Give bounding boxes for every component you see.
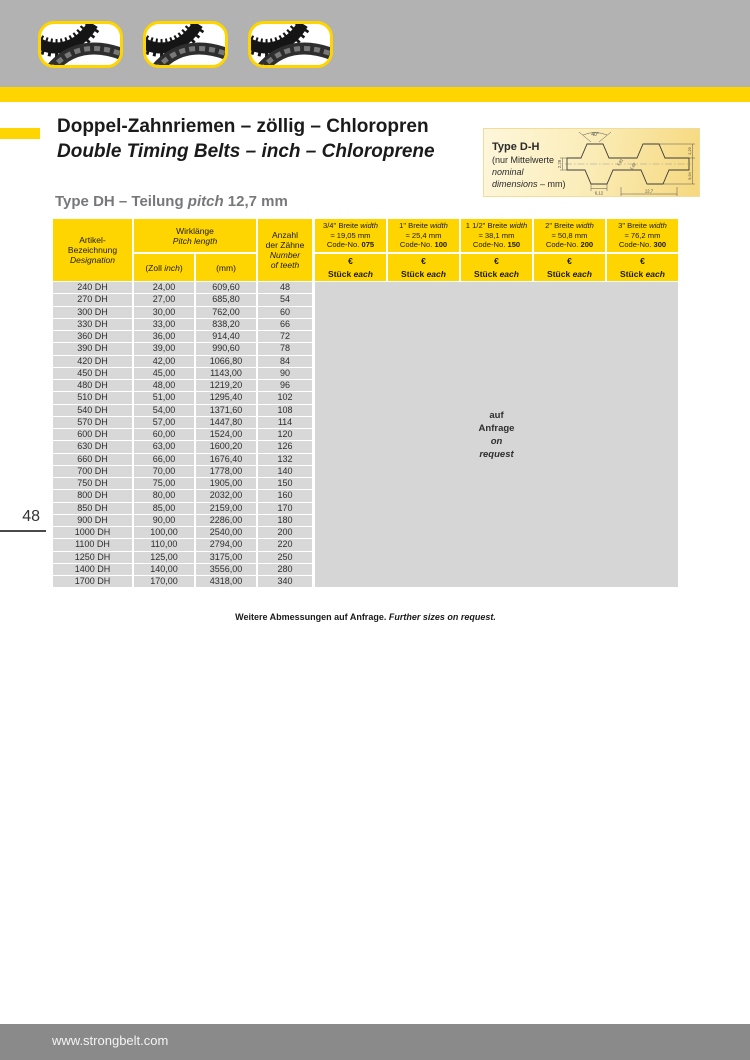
cell-length-mm: 2159,00	[196, 503, 256, 514]
footer-url-link[interactable]: www.strongbelt.com	[52, 1033, 169, 1048]
cell-length-mm: 2286,00	[196, 515, 256, 526]
cell-length-mm: 1778,00	[196, 466, 256, 477]
type-dh-sub2: nominal	[492, 167, 524, 177]
cell-length-mm: 685,80	[196, 294, 256, 305]
cell-length-mm: 2794,00	[196, 539, 256, 550]
price-column-header: 3" Breite width ≈ 76,2 mm Code-No. 300 € Stück each	[607, 219, 678, 281]
svg-text:5,94: 5,94	[688, 172, 692, 180]
cell-teeth: 96	[258, 380, 312, 391]
cell-designation: 1000 DH	[53, 527, 132, 538]
cell-length-mm: 1143,00	[196, 368, 256, 379]
footnote: Weitere Abmessungen auf Anfrage. Further sizes on request.	[235, 612, 496, 622]
cell-designation: 850 DH	[53, 503, 132, 514]
cell-length-mm: 990,60	[196, 343, 256, 354]
cell-teeth: 280	[258, 564, 312, 575]
cell-length-mm: 1676,40	[196, 454, 256, 465]
cell-teeth: 78	[258, 343, 312, 354]
cell-length-inch: 24,00	[134, 282, 194, 293]
cell-designation: 700 DH	[53, 466, 132, 477]
header-pitch-length: Wirklänge Pitch length	[134, 219, 256, 252]
belt-image	[251, 24, 333, 68]
cell-teeth: 66	[258, 319, 312, 330]
cell-designation: 660 DH	[53, 454, 132, 465]
cell-teeth: 160	[258, 490, 312, 501]
svg-text:6,12: 6,12	[594, 190, 604, 196]
top-band	[0, 0, 750, 87]
cell-length-inch: 90,00	[134, 515, 194, 526]
cell-teeth: 114	[258, 417, 312, 428]
cell-designation: 450 DH	[53, 368, 132, 379]
price-column-header: 2" Breite width ≈ 50,8 mm Code-No. 200 € Stück each	[534, 219, 605, 281]
cell-length-inch: 125,00	[134, 552, 194, 563]
cell-length-inch: 54,00	[134, 405, 194, 416]
svg-text:2,29: 2,29	[688, 147, 692, 155]
cell-length-mm: 838,20	[196, 319, 256, 330]
cell-teeth: 60	[258, 307, 312, 318]
cell-length-mm: 1219,20	[196, 380, 256, 391]
cell-length-inch: 170,00	[134, 576, 194, 587]
cell-designation: 240 DH	[53, 282, 132, 293]
cell-designation: 1400 DH	[53, 564, 132, 575]
cell-length-mm: 4318,00	[196, 576, 256, 587]
cell-length-mm: 2032,00	[196, 490, 256, 501]
belt-image	[41, 24, 123, 68]
cell-teeth: 102	[258, 392, 312, 403]
cell-length-inch: 30,00	[134, 307, 194, 318]
header-mm: (mm)	[196, 254, 256, 281]
svg-text:1,02: 1,02	[628, 161, 638, 171]
cell-designation: 1100 DH	[53, 539, 132, 550]
belt-image	[146, 24, 228, 68]
on-request-block: auf Anfrage on request	[315, 282, 678, 587]
cell-length-inch: 48,00	[134, 380, 194, 391]
svg-text:12,7: 12,7	[644, 188, 654, 194]
cell-length-inch: 45,00	[134, 368, 194, 379]
cell-teeth: 108	[258, 405, 312, 416]
price-column-header: 1 1/2" Breite width ≈ 38,1 mm Code-No. 150 € Stück each	[461, 219, 532, 281]
cell-length-mm: 1905,00	[196, 478, 256, 489]
cell-designation: 800 DH	[53, 490, 132, 501]
cell-length-inch: 75,00	[134, 478, 194, 489]
belt-profile-diagram	[557, 130, 697, 198]
cell-length-inch: 33,00	[134, 319, 194, 330]
cell-designation: 630 DH	[53, 441, 132, 452]
cell-length-mm: 609,60	[196, 282, 256, 293]
cell-designation: 510 DH	[53, 392, 132, 403]
cell-designation: 750 DH	[53, 478, 132, 489]
cell-length-mm: 1371,60	[196, 405, 256, 416]
cell-length-mm: 3556,00	[196, 564, 256, 575]
header-price-columns	[315, 219, 678, 281]
svg-text:40°: 40°	[591, 132, 599, 138]
cell-teeth: 250	[258, 552, 312, 563]
cell-teeth: 180	[258, 515, 312, 526]
cell-length-mm: 3175,00	[196, 552, 256, 563]
cell-length-mm: 1600,20	[196, 441, 256, 452]
cell-length-mm: 2540,00	[196, 527, 256, 538]
page-number-underline	[0, 530, 46, 532]
page-title	[57, 114, 435, 164]
cell-length-mm: 1447,80	[196, 417, 256, 428]
cell-length-inch: 70,00	[134, 466, 194, 477]
belt-photo-row	[38, 21, 333, 68]
cell-length-inch: 85,00	[134, 503, 194, 514]
cell-designation: 300 DH	[53, 307, 132, 318]
yellow-divider-bar	[0, 87, 750, 102]
belt-photo	[248, 21, 333, 68]
cell-teeth: 340	[258, 576, 312, 587]
cell-length-inch: 36,00	[134, 331, 194, 342]
table-body	[53, 282, 678, 587]
cell-length-inch: 42,00	[134, 356, 194, 367]
header-number-of-teeth: Anzahl der Zähne Number of teeth	[258, 219, 312, 281]
cell-designation: 390 DH	[53, 343, 132, 354]
svg-text:1,91: 1,91	[615, 157, 625, 167]
cell-teeth: 150	[258, 478, 312, 489]
cell-teeth: 48	[258, 282, 312, 293]
cell-length-mm: 1066,80	[196, 356, 256, 367]
cell-teeth: 120	[258, 429, 312, 440]
cell-teeth: 84	[258, 356, 312, 367]
cell-designation: 1700 DH	[53, 576, 132, 587]
cell-length-inch: 140,00	[134, 564, 194, 575]
page-title-de: Doppel-Zahnriemen – zöllig – Chloropren	[57, 116, 429, 137]
header-inch: (Zoll inch)	[134, 254, 194, 281]
price-column-header: 3/4" Breite width ≈ 19,05 mm Code-No. 075 € Stück each	[315, 219, 386, 281]
type-dh-info-box	[483, 128, 700, 197]
cell-teeth: 72	[258, 331, 312, 342]
cell-length-mm: 914,40	[196, 331, 256, 342]
cell-teeth: 170	[258, 503, 312, 514]
cell-length-mm: 1295,40	[196, 392, 256, 403]
cell-length-inch: 66,00	[134, 454, 194, 465]
cell-teeth: 140	[258, 466, 312, 477]
cell-designation: 1250 DH	[53, 552, 132, 563]
cell-designation: 600 DH	[53, 429, 132, 440]
cell-length-inch: 60,00	[134, 429, 194, 440]
header-designation: Artikel- Bezeichnung Designation	[53, 219, 132, 281]
cell-length-mm: 762,00	[196, 307, 256, 318]
section-title: Type DH – Teilung pitch 12,7 mm	[55, 193, 288, 210]
cell-length-inch: 57,00	[134, 417, 194, 428]
cell-length-inch: 39,00	[134, 343, 194, 354]
table-header	[53, 219, 678, 281]
title-accent-dash	[0, 128, 40, 139]
type-dh-sub3: dimensions – mm)	[492, 179, 566, 189]
belt-photo	[143, 21, 228, 68]
cell-length-mm: 1524,00	[196, 429, 256, 440]
footer-bar	[0, 1024, 750, 1060]
cell-teeth: 126	[258, 441, 312, 452]
cell-designation: 420 DH	[53, 356, 132, 367]
cell-designation: 900 DH	[53, 515, 132, 526]
size-table	[53, 219, 678, 587]
type-dh-title: Type D-H	[492, 141, 540, 153]
cell-teeth: 54	[258, 294, 312, 305]
cell-designation: 480 DH	[53, 380, 132, 391]
cell-length-inch: 100,00	[134, 527, 194, 538]
cell-teeth: 90	[258, 368, 312, 379]
price-column-header: 1" Breite width ≈ 25,4 mm Code-No. 100 € Stück each	[388, 219, 459, 281]
cell-length-inch: 27,00	[134, 294, 194, 305]
cell-designation: 540 DH	[53, 405, 132, 416]
cell-designation: 330 DH	[53, 319, 132, 330]
belt-photo	[38, 21, 123, 68]
cell-teeth: 200	[258, 527, 312, 538]
header-pitch-length-group	[134, 219, 256, 281]
cell-teeth: 132	[258, 454, 312, 465]
page-title-en: Double Timing Belts – inch – Chloroprene	[57, 141, 435, 162]
type-dh-caption	[492, 141, 566, 190]
cell-designation: 360 DH	[53, 331, 132, 342]
page-number: 48	[22, 508, 40, 525]
cell-length-inch: 51,00	[134, 392, 194, 403]
cell-designation: 270 DH	[53, 294, 132, 305]
cell-length-inch: 110,00	[134, 539, 194, 550]
cell-designation: 570 DH	[53, 417, 132, 428]
cell-length-inch: 80,00	[134, 490, 194, 501]
cell-teeth: 220	[258, 539, 312, 550]
svg-text:2,29: 2,29	[557, 159, 562, 169]
cell-length-inch: 63,00	[134, 441, 194, 452]
type-dh-sub1: (nur Mittelwerte	[492, 155, 555, 165]
